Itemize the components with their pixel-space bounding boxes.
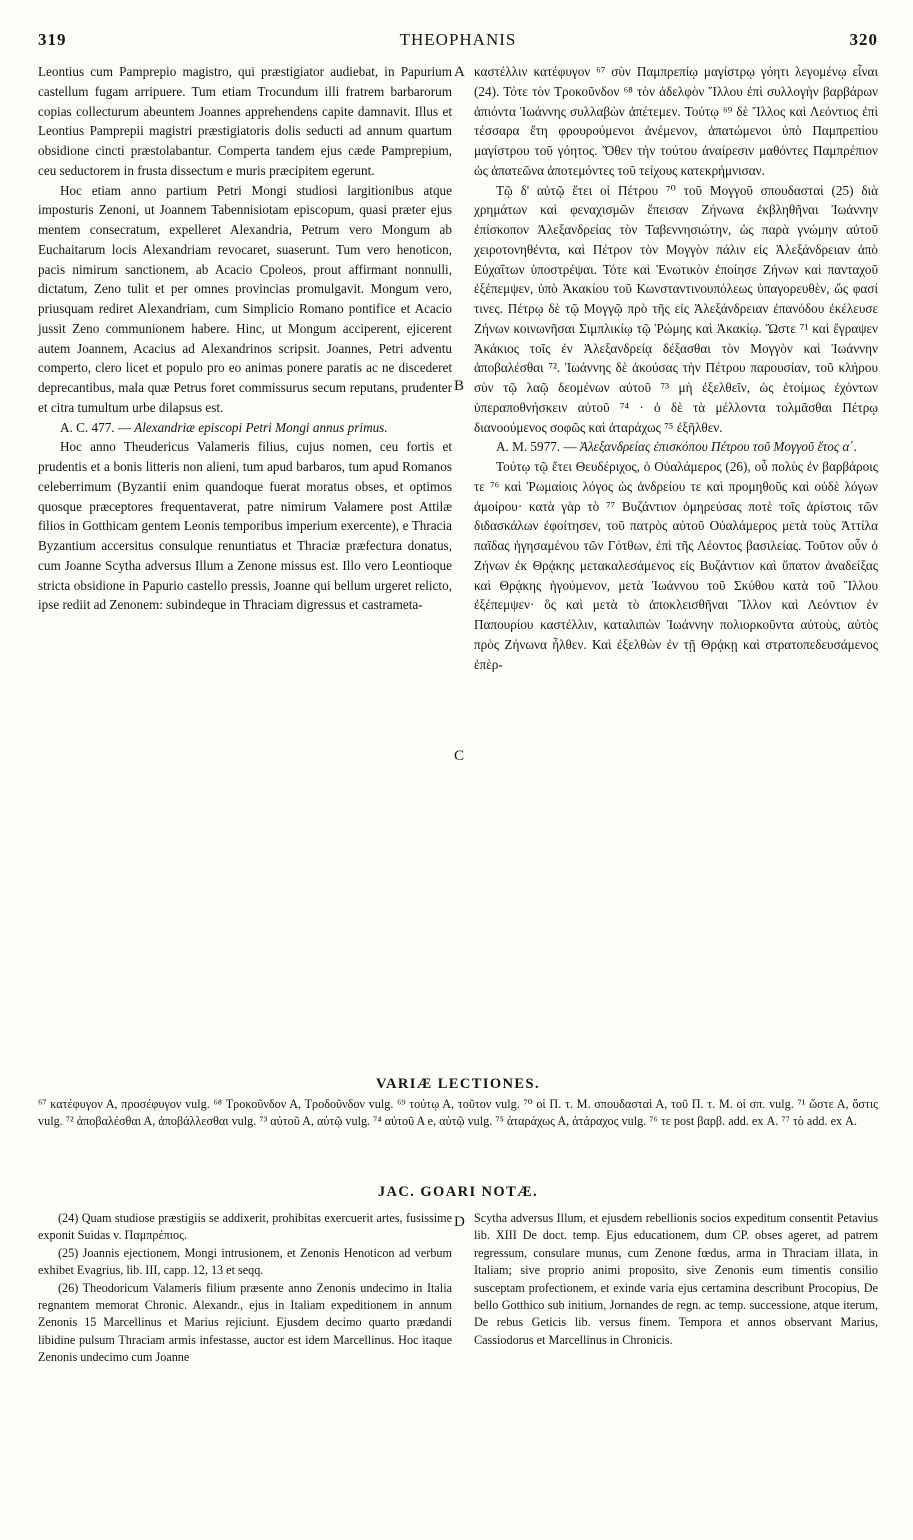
greek-paragraph-2: Τῷ δ' αὐτῷ ἔτει οἱ Πέτρου ⁷⁰ τοῦ Μογγοῦ σπουδασταὶ (25) διὰ χρημάτων καὶ φεναχισμῶν ἔπεισαν Ζήνωνα ἐκβληθῆναι Ἰωάννην ἐπίσκοπον Ἀλεξανδρείας τὸν Ταβεννησιώτην, ὡς παρὰ γνώμην αὐτοῦ χειροτονηθέντα, καὶ Πέτρον τὸν Μογγὸν πάλιν εἰς Ἀλεξάνδρειαν ἀπὸ Εὐχαΐτων ὑποστρέψαι. Τότε καὶ Ἑνωτικὸν ἐποίησε Ζήνων καὶ πανταχοῦ ἐξέπεμψεν, ὑπὸ Ἀκακίου τοῦ Κωνσταντινουπόλεως ὑπαγορευθὲν, ὥς φασί τινες. Πέτρῳ δὲ τῷ Μογγῷ πρὸ τῆς εἰς Ἀλεξάνδρειαν ἐπανόδου ἐκέλευσε Ζήνων κοινωνῆσαι Σιμπλικίῳ τῷ Ῥώμης καὶ Ἀκακίῳ. Ὥστε ⁷¹ καὶ ἔγραψεν Ἀκάκιος τοῖς ἐν Ἀλεξανδρείᾳ δέξασθαι τὸν Μογγὸν καὶ Ἰωάννην ἀποβαλέσθαι ⁷². Ἰωάννης δὲ ἀκούσας τὴν Πέτρου παρουσίαν, τοῦ κλήρου σὺν τῷ λαῷ δεομένων αὐτοῦ ⁷³ μὴ ἐξελθεῖν, ὡς ἑτοίμως ἐχόντων ὑπεραποθνήσκειν αὐτοῦ ⁷⁴ · ὁ δὲ τὰ μέλλοντα τολμᾶσθαι Πέτρῳ διανοούμενος σοφῶς καὶ ἀταράχως ⁷⁵ ἐξῆλθεν. [474, 182, 878, 435]
latin-paragraph-3: Hoc anno Theudericus Valameris filius, cujus nomen, ceu fortis et prudentis et a bonis litteris non alieni, tum apud barbaros, tum apud Romanos celeberrimum (Byzantii enim quandoque fuerat moratus obses, et optimos quosque præceptores frequentaverat, patre nimirum Valamere post Attilæ filios in Gotthicam gentem Leonis temporibus imperium exercente), e Thracia Byzantium accersitus consulque renuntiatus et Thraciæ præfectura donatus, cum Joanne Scytha adversus Illum a Zenone missus est. Illo vero Leontioque stricta obsidione in Papurio castello pressis, Joanne qui bellum urgeret relicto, ipse rediit ad Zenonem: subindeque in Thraciam digressus et castrameta- [38, 439, 452, 613]
variae-lectiones [38, 1096, 878, 1130]
page-number-right: 320 [849, 30, 878, 49]
latin-paragraph-1: Leontius cum Pamprepio magistro, qui præstigiator audiebat, in Papurium castellum fugam arripuere. Tum etiam Trocundum illi fratrem barbarorum copias collecturum abeuntem Joannes apprehendens capite damnavit. Illus et Leontius Pamprepii magistri præstigiatoris dolis seducti ad annum quartum obsidione cincti præstolabantur. Comperta tandem ejus cæde Pamprepium, ceu seductorem in frusta dissectum e muris præcipitem egerunt. [38, 64, 452, 178]
greek-year-lead: Α. Μ. 5977. — [496, 439, 577, 455]
notes-left-column [38, 1210, 452, 1367]
note-26: (26) Theodoricum Valameris filium præsente anno Zenonis undecimo in Italia regnantem memorat Chronic. Alexandr., ejus in Italiam expeditionem in annum Zenonis 15 Marcellinus et Marius rejiciunt. Ejusdem decimo quarto prædandi libidine pulsum Thraciam armis infestasse, auctor est idem Marcellinus. Hoc itaque Zenonis undecimo cum Joanne [38, 1280, 452, 1365]
running-header [38, 30, 878, 54]
note-24: (24) Quam studiose præstigiis se addixerit, prohibitas exercuerit artes, fusissime exponit Suidas v. Παμπρέπιος. [38, 1211, 452, 1243]
notes-title: JAC. GOARI NOTÆ. [377, 1184, 539, 1200]
greek-column [474, 62, 878, 674]
greek-paragraph-1: καστέλλιν κατέφυγον ⁶⁷ σὺν Παμπρεπίῳ μαγίστρῳ γόητι λεγομένῳ εἶναι (24). Τότε τὸν Τροκοῦνδον ⁶⁸ τὸν ἀδελφὸν Ἴλλου ἐπὶ συλλογὴν βαρβάρων ἀπιόντα Ἰωάννης συλλαβὼν ἀπέτεμεν. Τούτῳ ⁶⁹ δὲ Ἴλλος καὶ Λεόντιος ἐπὶ τέσσαρα ἔτη φρουρούμενοι ἀνέμενον, ἀπατώμενοι ὑπὸ Παμπρεπίου μαγίστρου τοῦ γόητος. Ὅθεν τὴν τούτου ἀναίρεσιν μαθόντες Παμπρέπιον ὡς ἀπατεῶνα ἀποτεμόντες τοῦ τείχους κατεκρήμνισαν. [474, 64, 878, 178]
running-title: THEOPHANIS [399, 30, 517, 49]
margin-marker-b: B [454, 378, 465, 394]
greek-year-heading [474, 437, 878, 457]
variae-lectiones-title: VARIÆ LECTIONES. [376, 1076, 540, 1092]
note-26-continued: Scytha adversus Illum, et ejusdem rebellionis socios expeditum consentit Petavius lib. XIII De doct. temp. Ejus educationem, dum CP. obses ageret, ad patrem regressum, consulare munus, cum Zenone fœdus, arma in Thraciam illata, in Italiam; sive proprio animi proposito, sive Zenonis eum timentis consilio susceptam profectionem, et exinde varia ejus certamina describunt Procopius, De bello Gotthico sub initium, Jornandes de regn. ac temp. successione, atque iterum, De rebus Geticis lib. versus finem. Tempora et annos observant Marius, Cassiodorus et Marcellinus in Chronicis. [474, 1211, 878, 1347]
latin-year-heading [38, 418, 452, 438]
notes-right-column [474, 1210, 878, 1349]
margin-marker-d: D [454, 1214, 465, 1230]
latin-paragraph-2: Hoc etiam anno partium Petri Mongi studiosi largitionibus atque imposturis Zenoni, ut Joannem Tabennisiotam episcopum, quasi præter ejus mentem consecratum, expelleret Alexandria, Petrum vero Mongum ab Euchaitarum locis Alexandriam revocaret, suaserunt. Tum vero henoticon, pacis nimirum sanctionem, ab Acacio Cpoleos, prout affirmant nonnulli, dictatum, Zeno tulit et per omnes provincias promulgavit. Mongum vero, priusquam rediret Alexandriam, cum Simplicio Romano pontifice et Acacio jussit Zeno communionem habere. Hinc, ut Mongum acciperent, ejicerent autem Joannem, Acacius ad Alexandrinos scripsit. Joannes, Petri adventu comperto, clero licet et populo pro eo animas ponere paratis ac ne discederet deprecantibus, mala quæ Petrus foret commissurus secum reputans, prudenter et citra tumultum urbe dilapsus est. [38, 182, 452, 415]
latin-year-lead: A. C. 477. — [60, 419, 132, 435]
page-number-left: 319 [38, 30, 67, 49]
latin-column [38, 62, 452, 615]
margin-marker-c: C [454, 748, 465, 764]
margin-marker-a: A [454, 64, 465, 80]
note-25: (25) Joannis ejectionem, Mongi intrusionem, et Zenonis Henoticon ad verbum exhibet Evagrius, lib. III, capp. 12, 13 et seqq. [38, 1245, 452, 1278]
greek-year-text: Ἀλεξανδρείας ἐπισκόπου Πέτρου τοῦ Μογγοῦ ἔτος α΄. [579, 439, 858, 455]
latin-year-text: Alexandriæ episcopi Petri Mongi annus primus. [134, 419, 388, 435]
greek-paragraph-3: Τούτῳ τῷ ἔτει Θευδέριχος, ὁ Οὐαλάμερος (26), οὗ πολὺς ἐν βαρβάροις τε ⁷⁶ καὶ Ῥωμαίοις λόγος ὡς ἀνδρείου τε καὶ προμηθοῦς καὶ οὐδὲ λόγων ἀμοίρου· κατὰ γὰρ τὸ ⁷⁷ Βυζάντιον ὁμηρεύσας ποτὲ τοῖς ἀρίστοις τῶν διδασκάλων ἐφοίτησεν, τοῦ πατρὸς αὐτοῦ Οὐαλάμερος μετὰ τοὺς Ἀττίλα παῖδας ἡγησαμένου τῶν Γότθων, ἐπὶ τῆς Λέοντος βασιλείας. Τοῦτον οὖν ὁ Ζήνων ἐκ Θρᾴκης μετακαλεσάμενος εἰς Βυζάντιον καὶ ὕπατον ἀναδείξας καὶ Θρᾴκης ἡγούμενον, μετὰ Ἰωάννου τοῦ Σκύθου κατὰ τοῦ Ἴλλου ἐξέπεμψεν· ὃς καὶ μετὰ τὸ ἀποκλεισθῆναι Ἴλλον καὶ Λεόντιον ἐν Παπουρίου καστέλλιν, καταλιπὼν Ἰωάννην πολιορκοῦντα αὐτοὺς, αὐτὸς πρὸς Ζήνωνα ἦλθεν. Καὶ ἐξελθὼν ἐν τῇ Θρᾴκῃ καὶ στρατοπεδευσάμενος ἐπὲρ- [474, 459, 878, 672]
variae-text: ⁶⁷ κατέφυγον Α, προσέφυγον vulg. ⁶⁸ Τροκοῦνδον Α, Τροδοῦνδον vulg. ⁶⁹ τούτῳ Α, τοῦτον vulg. ⁷⁰ οἱ Π. τ. Μ. σπουδασταὶ Α, τοῦ Π. τ. Μ. οἱ σπ. vulg. ⁷¹ ὥστε Α, ὅστις vulg. ⁷² ἀποβαλέσθαι Α, ἀποβάλλεσθαι vulg. ⁷³ αὐτοῦ Α, αὐτῷ vulg. ⁷⁴ αὐτοῦ Α e, αὐτῷ vulg. ⁷⁵ ἀταράχως Α, ἀτάραχος vulg. ⁷⁶ τε post βαρβ. add. ex Α. ⁷⁷ τὸ add. ex Α. [38, 1097, 878, 1128]
